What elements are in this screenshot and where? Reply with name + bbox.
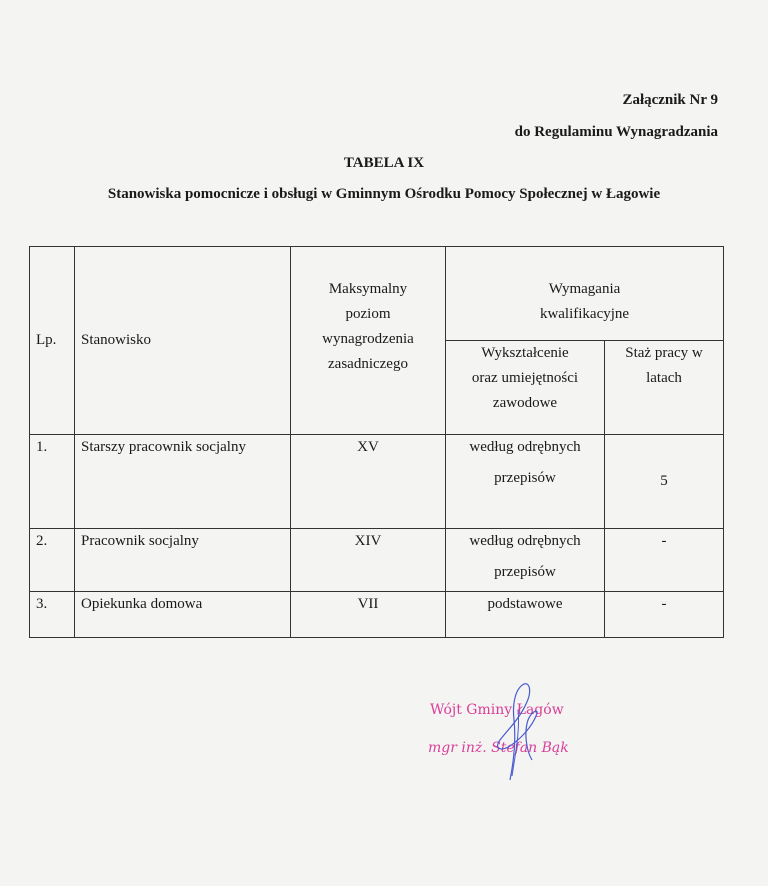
header-max-level: Maksymalny poziom wynagrodzenia zasadniczego bbox=[291, 247, 446, 435]
salary-table bbox=[29, 246, 724, 638]
row-experience: 5 bbox=[605, 435, 724, 529]
row-level: VII bbox=[291, 592, 446, 638]
signature-icon bbox=[470, 680, 560, 790]
row-level: XIV bbox=[291, 529, 446, 592]
regulation-reference: do Regulaminu Wynagradzania bbox=[514, 124, 718, 140]
row-experience: - bbox=[605, 592, 724, 638]
official-stamp-title: Wójt Gminy Łagów bbox=[430, 702, 564, 718]
row-position: Pracownik socjalny bbox=[75, 529, 291, 592]
table-title: TABELA IX bbox=[343, 155, 425, 171]
row-lp: 3. bbox=[30, 592, 75, 638]
table-row bbox=[30, 435, 724, 529]
document-subtitle: Stanowiska pomocnicze i obsługi w Gminnym Ośrodku Pomocy Społecznej w Łagowie bbox=[107, 186, 661, 202]
row-education: według odrębnych przepisów bbox=[446, 529, 605, 592]
attachment-number: Załącznik Nr 9 bbox=[622, 92, 718, 108]
row-lp: 2. bbox=[30, 529, 75, 592]
header-lp: Lp. bbox=[30, 247, 75, 435]
table-row bbox=[30, 529, 724, 592]
header-position: Stanowisko bbox=[75, 247, 291, 435]
row-lp: 1. bbox=[30, 435, 75, 529]
table-row bbox=[30, 592, 724, 638]
row-education: podstawowe bbox=[446, 592, 605, 638]
header-education: Wykształcenie oraz umiejętności zawodowe bbox=[446, 341, 605, 435]
header-experience: Staż pracy w latach bbox=[605, 341, 724, 435]
official-stamp-name: mgr inż. Stefan Bąk bbox=[428, 740, 569, 756]
row-education: według odrębnych przepisów bbox=[446, 435, 605, 529]
row-level: XV bbox=[291, 435, 446, 529]
row-experience: - bbox=[605, 529, 724, 592]
row-position: Opiekunka domowa bbox=[75, 592, 291, 638]
header-requirements: Wymagania kwalifikacyjne bbox=[446, 247, 724, 341]
row-position: Starszy pracownik socjalny bbox=[75, 435, 291, 529]
